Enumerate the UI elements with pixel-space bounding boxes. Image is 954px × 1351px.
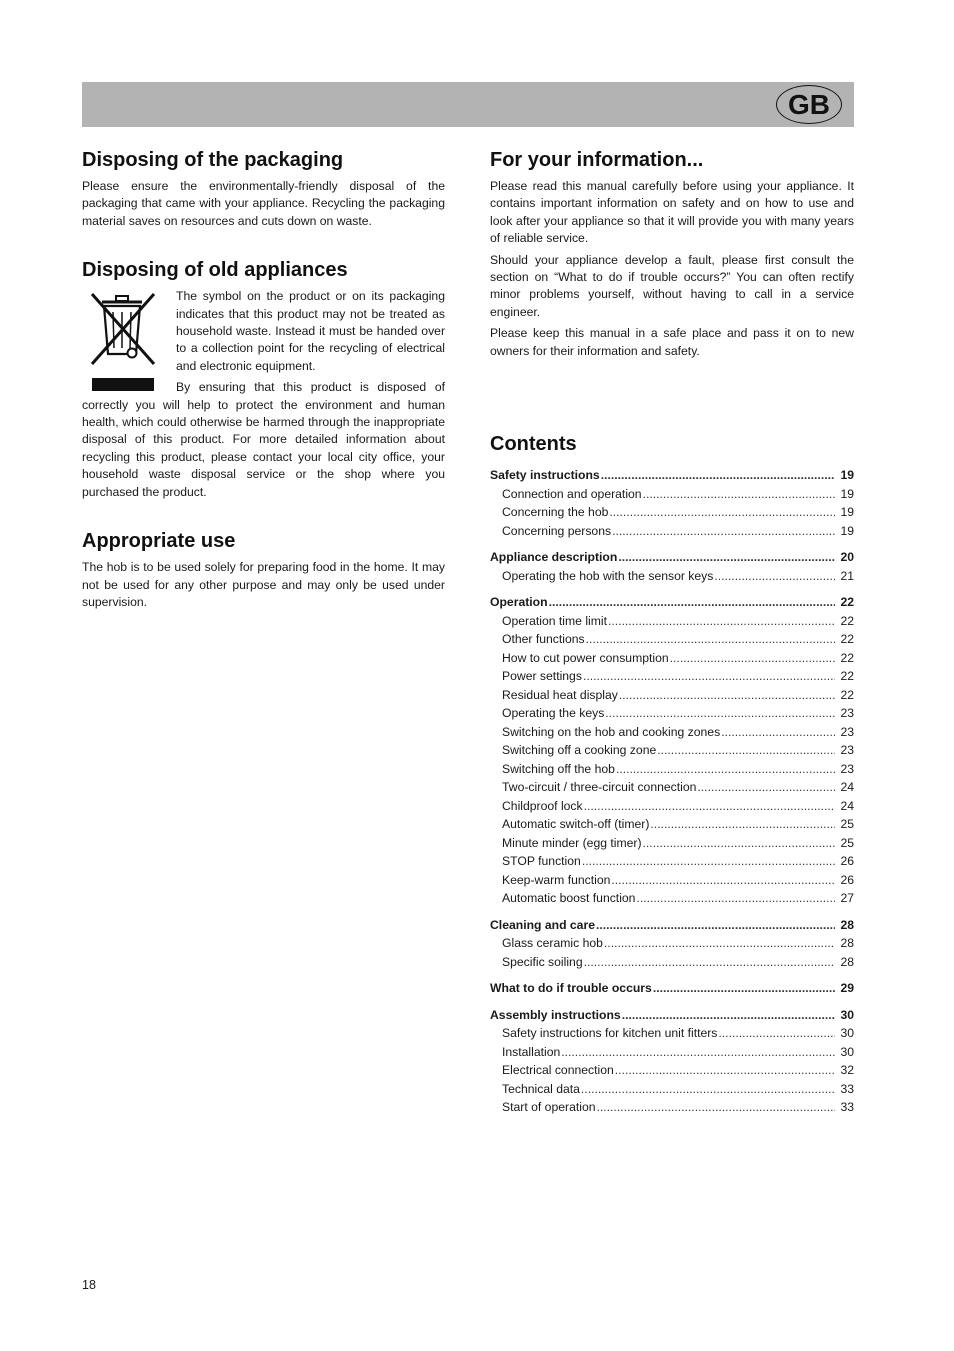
toc-entry-page: 23 [840,724,854,739]
toc-entry-page: 26 [840,854,854,869]
toc-dot-leader [608,612,835,631]
toc-dot-leader [616,760,835,779]
toc-entry-label: Start of operation [502,1100,596,1115]
left-column [82,148,445,633]
section-title-old-appliances: Disposing of old appliances [82,259,348,282]
toc-entry-page: 19 [840,468,854,483]
toc-dot-leader [549,593,835,612]
toc-entry-page: 27 [840,891,854,906]
toc-entry-sub[interactable] [490,778,854,797]
weee-block [82,288,445,501]
information-text-2: Should your appliance develop a fault, please first consult the section on “What to do if trouble occurs?” You can often rectify minor problems yourself, without having to call in a service engineer. [490,252,854,319]
table-of-contents [490,466,854,1117]
toc-group [490,979,854,998]
section-title-appropriate-use: Appropriate use [82,530,236,553]
toc-entry-label: Operation time limit [502,613,607,628]
toc-entry-page: 22 [840,650,854,665]
toc-dot-leader [583,667,835,686]
toc-entry-label: Concerning persons [502,523,612,538]
toc-entry-page: 19 [840,505,854,520]
toc-entry-page: 29 [840,981,854,996]
toc-dot-leader [611,871,835,890]
toc-entry-sub[interactable] [490,1043,854,1062]
toc-entry-page: 26 [840,872,854,887]
toc-entry-page: 24 [840,798,854,813]
toc-entry-sub[interactable] [490,612,854,631]
section-appropriate-use [82,529,445,611]
toc-entry-sub[interactable] [490,567,854,586]
toc-entry-page: 24 [840,780,854,795]
toc-entry-label: Switching on the hob and cooking zones [502,724,721,739]
toc-entry-page: 19 [840,523,854,538]
toc-entry-label: Cleaning and care [490,917,595,932]
toc-entry-main[interactable] [490,548,854,567]
toc-entry-label: Other functions [502,632,585,647]
toc-group [490,1006,854,1117]
section-title-packaging: Disposing of the packaging [82,149,344,171]
toc-entry-sub[interactable] [490,723,854,742]
toc-dot-leader [596,916,835,935]
toc-entry-page: 33 [840,1081,854,1096]
toc-group [490,548,854,585]
toc-entry-page: 30 [840,1026,854,1041]
toc-entry-page: 22 [840,669,854,684]
toc-entry-label: How to cut power consumption [502,650,669,665]
toc-entry-main[interactable] [490,979,854,998]
toc-entry-page: 22 [840,687,854,702]
toc-entry-sub[interactable] [490,797,854,816]
toc-entry-sub[interactable] [490,815,854,834]
toc-entry-label: Electrical connection [502,1063,614,1078]
toc-dot-leader [584,953,835,972]
toc-entry-main[interactable] [490,916,854,935]
toc-entry-page: 28 [840,954,854,969]
toc-entry-label: Concerning the hob [502,505,609,520]
toc-dot-leader [612,522,835,541]
toc-entry-page: 22 [840,595,854,610]
information-text-1: Please read this manual carefully before using your appliance. It contains important information on safety and on how to use and look after your appliance so that it will provide you with many years of reliable service. [490,179,854,246]
toc-entry-main[interactable] [490,593,854,612]
toc-dot-leader [636,889,835,908]
toc-dot-leader [653,979,835,998]
toc-entry-label: Operation [490,595,548,610]
toc-entry-label: Operating the keys [502,706,605,721]
toc-entry-sub[interactable] [490,953,854,972]
toc-entry-page: 23 [840,706,854,721]
toc-entry-page: 32 [840,1063,854,1078]
toc-entry-label: Power settings [502,669,582,684]
toc-entry-page: 30 [840,1007,854,1022]
toc-dot-leader [718,1024,835,1043]
toc-entry-page: 28 [840,917,854,932]
toc-dot-leader [650,815,835,834]
toc-entry-label: Connection and operation [502,486,642,501]
toc-entry-label: Switching off the hob [502,761,615,776]
toc-entry-sub[interactable] [490,485,854,504]
toc-entry-sub[interactable] [490,667,854,686]
header-bar [82,82,854,127]
toc-dot-leader [582,852,835,871]
toc-entry-sub[interactable] [490,704,854,723]
section-old-appliances [82,258,445,501]
toc-entry-label: Minute minder (egg timer) [502,835,642,850]
toc-entry-sub[interactable] [490,871,854,890]
toc-entry-label: Safety instructions [490,468,600,483]
toc-dot-leader [619,686,835,705]
packaging-text: Please ensure the environmentally-friendly disposal of the packaging that came with your appliance. Recycling the packaging material saves on resources and cuts down on waste. [82,179,445,228]
toc-entry-page: 19 [840,486,854,501]
toc-entry-sub[interactable] [490,686,854,705]
toc-entry-label: Automatic switch-off (timer) [502,817,650,832]
toc-dot-leader [615,1061,835,1080]
toc-dot-leader [643,834,835,853]
toc-entry-page: 25 [840,817,854,832]
toc-entry-page: 20 [840,550,854,565]
toc-dot-leader [604,934,835,953]
toc-entry-label: Operating the hob with the sensor keys [502,568,714,583]
toc-dot-leader [618,548,835,567]
toc-dot-leader [697,778,835,797]
toc-dot-leader [581,1080,835,1099]
toc-entry-page: 21 [840,568,854,583]
toc-entry-page: 33 [840,1100,854,1115]
toc-dot-leader [609,503,835,522]
toc-entry-label: Appliance description [490,550,618,565]
right-column [490,148,854,1125]
toc-entry-sub[interactable] [490,1080,854,1099]
toc-entry-label: Keep-warm function [502,872,611,887]
section-title-information: For your information... [490,149,704,171]
toc-entry-label: Childproof lock [502,798,583,813]
toc-group [490,593,854,908]
information-text-3: Please keep this manual in a safe place and pass it on to new owners for their information and safety. [490,326,854,358]
old-appliances-text-2: By ensuring that this product is disposed of correctly you will help to protect the environment and human health, which could otherwise be harmed through the inappropriate disposal of this product. For more detailed information about recycling this product, please contact your local city office, your household waste disposal service or the shop where you purchased the product. [82,380,445,499]
toc-entry-sub[interactable] [490,852,854,871]
toc-dot-leader [670,649,835,668]
toc-entry-label: Glass ceramic hob [502,936,603,951]
toc-dot-leader [622,1006,835,1025]
old-appliances-text-1: The symbol on the product or on its packaging indicates that this product may not be treated as household waste. Instead it must be handed over to a collection point for the recycling of electrical and electronic equipment. [176,289,445,373]
section-packaging [82,148,445,230]
toc-entry-sub[interactable] [490,630,854,649]
toc-group [490,916,854,972]
contents-title: Contents [490,433,577,456]
toc-entry-main[interactable] [490,1006,854,1025]
toc-entry-label: Automatic boost function [502,891,636,906]
toc-entry-sub[interactable] [490,934,854,953]
toc-entry-label: Installation [502,1044,561,1059]
toc-dot-leader [643,485,835,504]
toc-dot-leader [605,704,835,723]
toc-entry-sub[interactable] [490,760,854,779]
toc-dot-leader [657,741,835,760]
toc-entry-page: 23 [840,761,854,776]
toc-dot-leader [586,630,835,649]
toc-entry-sub[interactable] [490,1061,854,1080]
toc-entry-sub[interactable] [490,889,854,908]
toc-entry-sub[interactable] [490,834,854,853]
toc-entry-page: 22 [840,632,854,647]
toc-entry-sub[interactable] [490,649,854,668]
toc-entry-sub[interactable] [490,1024,854,1043]
toc-entry-label: STOP function [502,854,581,869]
appropriate-use-text: The hob is to be used solely for preparing food in the home. It may not be used for any other purpose and may only be used under supervision. [82,560,445,609]
toc-entry-label: Switching off a cooking zone [502,743,657,758]
toc-entry-page: 30 [840,1044,854,1059]
toc-entry-sub[interactable] [490,1098,854,1117]
toc-dot-leader [561,1043,835,1062]
crossed-out-bin-icon [82,288,166,394]
toc-entry-label: Residual heat display [502,687,618,702]
toc-entry-page: 23 [840,743,854,758]
toc-entry-sub[interactable] [490,503,854,522]
toc-entry-page: 28 [840,936,854,951]
toc-dot-leader [584,797,835,816]
toc-entry-label: Assembly instructions [490,1007,621,1022]
toc-entry-label: What to do if trouble occurs [490,981,652,996]
toc-entry-label: Two-circuit / three-circuit connection [502,780,697,795]
page-number: 18 [82,1278,96,1292]
toc-entry-label: Technical data [502,1081,580,1096]
toc-entry-label: Specific soiling [502,954,583,969]
toc-entry-sub[interactable] [490,741,854,760]
toc-entry-label: Safety instructions for kitchen unit fitters [502,1026,718,1041]
section-information [490,148,854,360]
toc-entry-sub[interactable] [490,522,854,541]
toc-dot-leader [714,567,835,586]
toc-entry-main[interactable] [490,466,854,485]
toc-dot-leader [721,723,835,742]
toc-dot-leader [601,466,835,485]
toc-entry-page: 25 [840,835,854,850]
toc-dot-leader [597,1098,836,1117]
language-badge: GB [776,85,842,124]
toc-entry-page: 22 [840,613,854,628]
toc-group [490,466,854,540]
